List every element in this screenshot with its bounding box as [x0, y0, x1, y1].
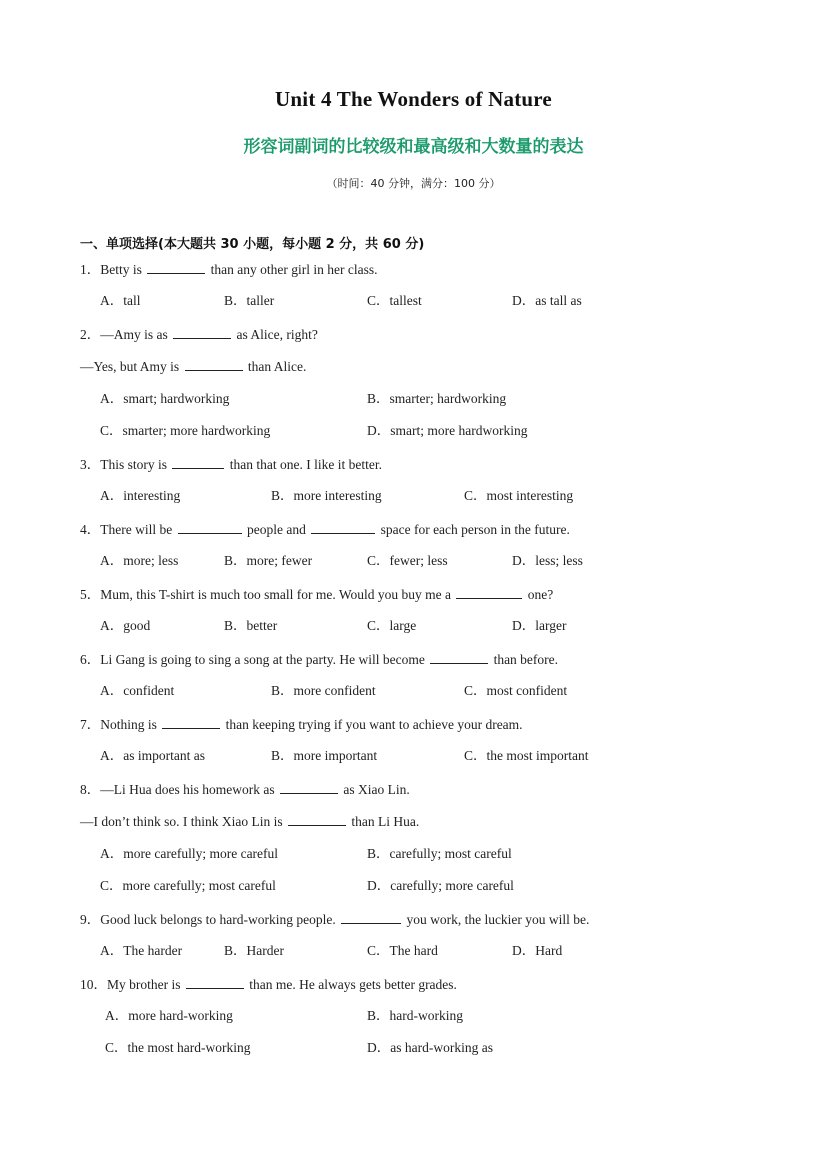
option-letter: C．	[367, 553, 390, 568]
option-text: tallest	[389, 293, 422, 308]
question-number: 1．	[80, 262, 101, 277]
answer-blank	[162, 716, 220, 729]
question-number: 9．	[80, 912, 101, 927]
option-text: more important	[293, 748, 378, 763]
page-subtitle: 形容词副词的比较级和最高级和大数量的表达	[243, 137, 584, 157]
option-text: taller	[246, 293, 275, 308]
option-text: more carefully; most careful	[122, 878, 276, 893]
question-7	[80, 716, 523, 733]
option-b[interactable]	[224, 293, 274, 309]
option-d[interactable]	[512, 293, 582, 309]
option-text: smarter; more hardworking	[122, 423, 271, 438]
question-number: 3．	[80, 457, 101, 472]
question-text: Mum, this T-shirt is much too small for me. Would you buy me a	[100, 587, 455, 602]
option-letter: A．	[105, 1008, 129, 1023]
option-text: smarter; hardworking	[389, 391, 507, 406]
option-a[interactable]	[100, 683, 174, 699]
question-text: Betty is	[100, 262, 146, 277]
option-letter: B．	[224, 618, 247, 633]
option-text: tall	[123, 293, 141, 308]
option-text: smart; hardworking	[123, 391, 230, 406]
option-letter: B．	[367, 1008, 390, 1023]
section-heading: 一、单项选择(本大题共 30 小题，每小题 2 分，共 60 分)	[80, 237, 425, 252]
question-text: —I don’t think so. I think Xiao Lin is	[80, 814, 286, 829]
answer-blank	[147, 261, 205, 274]
option-letter: A．	[100, 293, 124, 308]
option-a[interactable]	[100, 488, 180, 504]
question-4	[80, 521, 570, 538]
option-text: less; less	[535, 553, 583, 568]
option-c[interactable]	[464, 683, 567, 699]
question-number: 7．	[80, 717, 101, 732]
option-letter: C．	[105, 1040, 128, 1055]
question-text: Nothing is	[100, 717, 161, 732]
question-text: Good luck belongs to hard-working people.	[100, 912, 340, 927]
option-c[interactable]	[105, 1040, 251, 1056]
option-b[interactable]	[367, 391, 506, 407]
question-text: as Xiao Lin.	[339, 782, 410, 797]
option-text: smart; more hardworking	[390, 423, 528, 438]
option-d[interactable]	[512, 553, 583, 569]
option-b[interactable]	[224, 618, 277, 634]
option-letter: C．	[464, 488, 487, 503]
option-text: most confident	[486, 683, 568, 698]
question-2	[80, 326, 318, 343]
option-letter: B．	[271, 683, 294, 698]
option-c[interactable]	[367, 293, 422, 309]
answer-blank	[456, 586, 522, 599]
question-text: as Alice, right?	[233, 327, 318, 342]
option-letter: A．	[100, 683, 124, 698]
option-b[interactable]	[224, 553, 312, 569]
option-letter: B．	[367, 846, 390, 861]
option-text: more; fewer	[246, 553, 313, 568]
option-c[interactable]	[367, 553, 448, 569]
question-2-reply	[80, 358, 306, 375]
option-d[interactable]	[512, 618, 566, 634]
option-letter: A．	[100, 748, 124, 763]
option-text: carefully; most careful	[389, 846, 512, 861]
page-title: Unit 4 The Wonders of Nature	[275, 87, 552, 111]
question-text: than Alice.	[244, 359, 307, 374]
option-b[interactable]	[224, 943, 284, 959]
question-text: —Amy is as	[100, 327, 172, 342]
question-text: Li Gang is going to sing a song at the party. He will become	[100, 652, 429, 667]
option-b[interactable]	[271, 488, 382, 504]
question-text: space for each person in the future.	[377, 522, 570, 537]
option-d[interactable]	[367, 423, 527, 439]
option-text: as hard-working as	[390, 1040, 493, 1055]
question-text: than keeping trying if you want to achieve your dream.	[222, 717, 523, 732]
option-text: as important as	[123, 748, 205, 763]
option-text: fewer; less	[389, 553, 448, 568]
option-text: more; less	[123, 553, 179, 568]
answer-blank	[173, 326, 231, 339]
question-10	[80, 976, 457, 993]
option-text: better	[246, 618, 278, 633]
option-c[interactable]	[464, 748, 589, 764]
option-c[interactable]	[367, 943, 438, 959]
question-text: This story is	[100, 457, 171, 472]
question-text: than Li Hua.	[348, 814, 420, 829]
option-letter: D．	[512, 293, 536, 308]
question-number: 8．	[80, 782, 101, 797]
option-c[interactable]	[464, 488, 573, 504]
question-number: 5．	[80, 587, 101, 602]
option-b[interactable]	[271, 683, 376, 699]
option-a[interactable]	[105, 1008, 233, 1024]
option-text: good	[123, 618, 151, 633]
option-text: confident	[123, 683, 175, 698]
question-number: 6．	[80, 652, 101, 667]
option-letter: C．	[367, 293, 390, 308]
option-letter: D．	[512, 618, 536, 633]
option-a[interactable]	[100, 943, 182, 959]
option-text: the most hard-working	[127, 1040, 251, 1055]
option-letter: C．	[367, 618, 390, 633]
option-text: carefully; more careful	[390, 878, 514, 893]
question-text: than any other girl in her class.	[207, 262, 378, 277]
answer-blank	[311, 521, 375, 534]
question-9	[80, 911, 589, 928]
option-a[interactable]	[100, 846, 278, 862]
option-letter: A．	[100, 943, 124, 958]
option-text: The harder	[123, 943, 183, 958]
option-b[interactable]	[271, 748, 377, 764]
option-b[interactable]	[367, 1008, 463, 1024]
option-text: Hard	[535, 943, 563, 958]
question-6	[80, 651, 558, 668]
option-text: more interesting	[293, 488, 382, 503]
option-b[interactable]	[367, 846, 512, 862]
option-c[interactable]	[100, 423, 270, 439]
option-letter: B．	[367, 391, 390, 406]
option-a[interactable]	[100, 391, 229, 407]
option-letter: B．	[224, 553, 247, 568]
question-text: than me. He always gets better grades.	[245, 977, 457, 992]
option-text: more hard-working	[128, 1008, 233, 1023]
option-letter: C．	[367, 943, 390, 958]
question-number: 2．	[80, 327, 101, 342]
option-text: more confident	[293, 683, 376, 698]
exam-meta: （时间：40 分钟，满分：100 分）	[326, 177, 501, 190]
option-letter: A．	[100, 846, 124, 861]
question-text: you work, the luckier you will be.	[403, 912, 590, 927]
question-text: There will be	[100, 522, 176, 537]
option-letter: B．	[271, 748, 294, 763]
question-8-reply	[80, 813, 419, 830]
question-text: —Yes, but Amy is	[80, 359, 183, 374]
option-d[interactable]	[512, 943, 562, 959]
option-text: The hard	[389, 943, 438, 958]
question-5	[80, 586, 553, 603]
option-letter: B．	[224, 293, 247, 308]
option-d[interactable]	[367, 878, 514, 894]
answer-blank	[280, 781, 338, 794]
answer-blank	[341, 911, 401, 924]
answer-blank	[172, 456, 224, 469]
option-text: as tall as	[535, 293, 582, 308]
option-d[interactable]	[367, 1040, 493, 1056]
question-text: one?	[524, 587, 554, 602]
option-letter: A．	[100, 553, 124, 568]
question-8	[80, 781, 410, 798]
question-number: 10．	[80, 977, 107, 992]
question-text: than that one. I like it better.	[226, 457, 382, 472]
option-a[interactable]	[100, 553, 178, 569]
question-text: than before.	[490, 652, 559, 667]
option-letter: A．	[100, 488, 124, 503]
option-a[interactable]	[100, 748, 205, 764]
option-letter: C．	[100, 423, 123, 438]
question-1	[80, 261, 377, 278]
option-letter: B．	[224, 943, 247, 958]
question-3	[80, 456, 382, 473]
answer-blank	[185, 358, 243, 371]
option-letter: D．	[367, 423, 391, 438]
option-letter: C．	[100, 878, 123, 893]
option-letter: A．	[100, 618, 124, 633]
option-letter: B．	[271, 488, 294, 503]
question-text: —Li Hua does his homework as	[100, 782, 278, 797]
option-text: most interesting	[486, 488, 574, 503]
option-letter: D．	[367, 1040, 391, 1055]
option-letter: D．	[367, 878, 391, 893]
answer-blank	[178, 521, 242, 534]
question-number: 4．	[80, 522, 101, 537]
question-text: people and	[243, 522, 310, 537]
option-text: hard-working	[389, 1008, 463, 1023]
option-text: larger	[535, 618, 567, 633]
option-letter: D．	[512, 553, 536, 568]
option-letter: C．	[464, 748, 487, 763]
option-text: Harder	[246, 943, 284, 958]
option-letter: D．	[512, 943, 536, 958]
option-text: the most important	[486, 748, 589, 763]
answer-blank	[288, 813, 346, 826]
option-a[interactable]	[100, 618, 150, 634]
option-letter: C．	[464, 683, 487, 698]
option-a[interactable]	[100, 293, 141, 309]
option-text: interesting	[123, 488, 181, 503]
option-c[interactable]	[367, 618, 416, 634]
option-c[interactable]	[100, 878, 276, 894]
answer-blank	[186, 976, 244, 989]
question-text: My brother is	[107, 977, 184, 992]
option-text: more carefully; more careful	[123, 846, 279, 861]
answer-blank	[430, 651, 488, 664]
option-text: large	[389, 618, 417, 633]
option-letter: A．	[100, 391, 124, 406]
